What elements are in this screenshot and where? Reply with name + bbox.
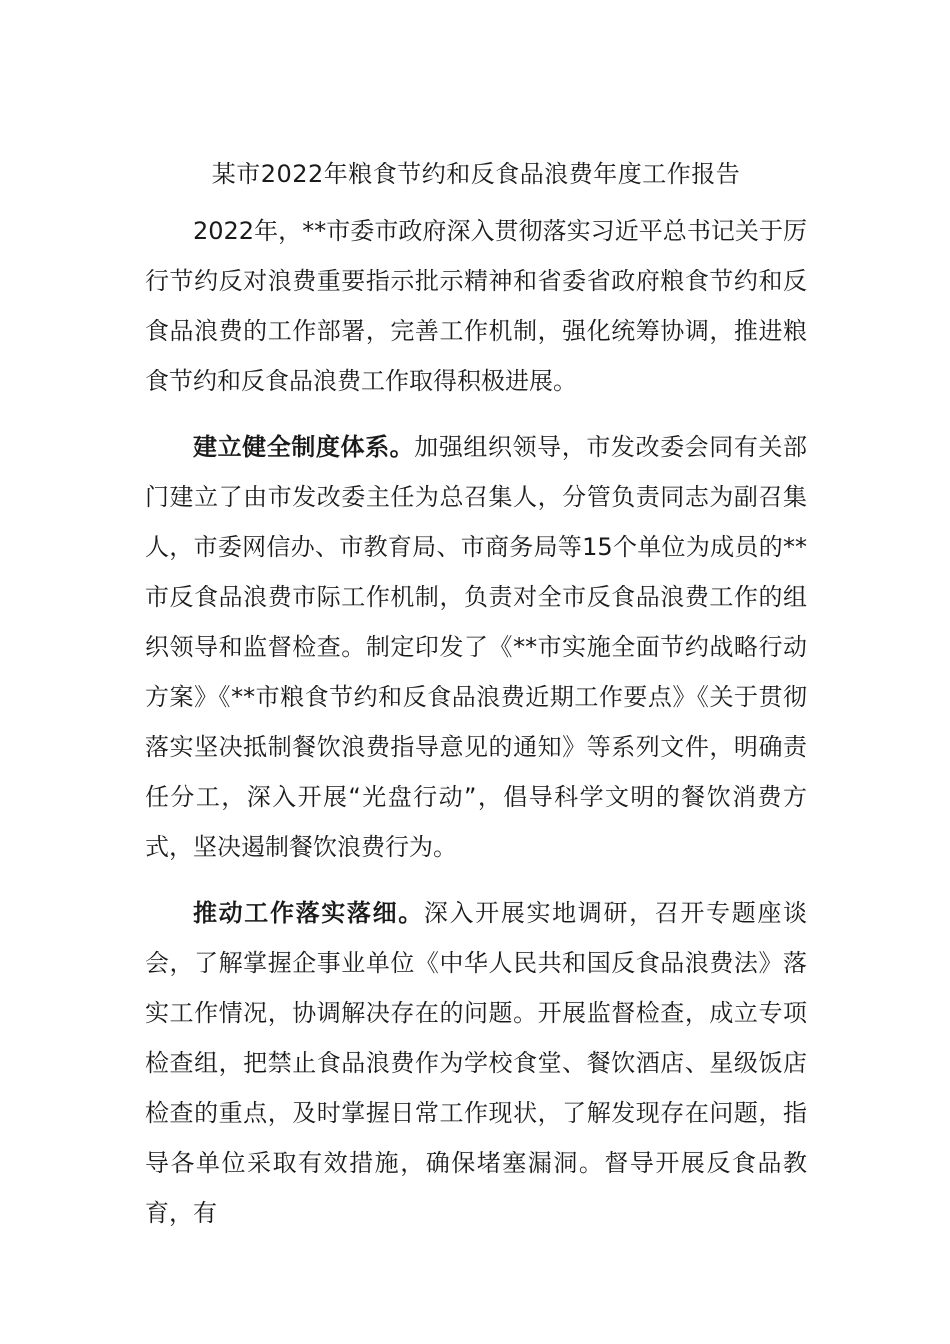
paragraph-lead: 推动工作落实落细。 [193,899,424,927]
paragraph-lead: 建立健全制度体系。 [193,433,415,461]
document-title: 某市2022年粮食节约和反食品浪费年度工作报告 [211,160,741,188]
paragraph-intro [145,206,807,406]
paragraph-system [145,422,807,872]
paragraph-implementation [145,888,807,1238]
paragraph-text: 加强组织领导，市发改委会同有关部门建立了由市发改委主任为总召集人，分管负责同志为副召集人，市委网信办、市教育局、市商务局等15个单位为成员的**市反食品浪费市际工作机制，负责对全市反食品浪费工作的组织领导和监督检查。制定印发了《**市实施全面节约战略行动方案》《**市粮食节约和反食品浪费近期工作要点》《关于贯彻落实坚决抵制餐饮浪费指导意见的通知》等系列文件，明确责任分工，深入开展“光盘行动”，倡导科学文明的餐饮消费方式，坚决遏制餐饮浪费行为。 [145,433,807,861]
paragraph-text: 深入开展实地调研，召开专题座谈会，了解掌握企事业单位《中华人民共和国反食品浪费法》落实工作情况，协调解决存在的问题。开展监督检查，成立专项检查组，把禁止食品浪费作为学校食堂、餐饮酒店、星级饭店检查的重点，及时掌握日常工作现状，了解发现存在问题，指导各单位采取有效措施，确保堵塞漏洞。督导开展反食品教育，有 [145,899,808,1227]
paragraph-text: 2022年，**市委市政府深入贯彻落实习近平总书记关于厉行节约反对浪费重要指示批示精神和省委省政府粮食节约和反食品浪费的工作部署，完善工作机制，强化统筹协调，推进粮食节约和反食品浪费工作取得积极进展。 [145,217,807,395]
document-page [145,150,807,1254]
